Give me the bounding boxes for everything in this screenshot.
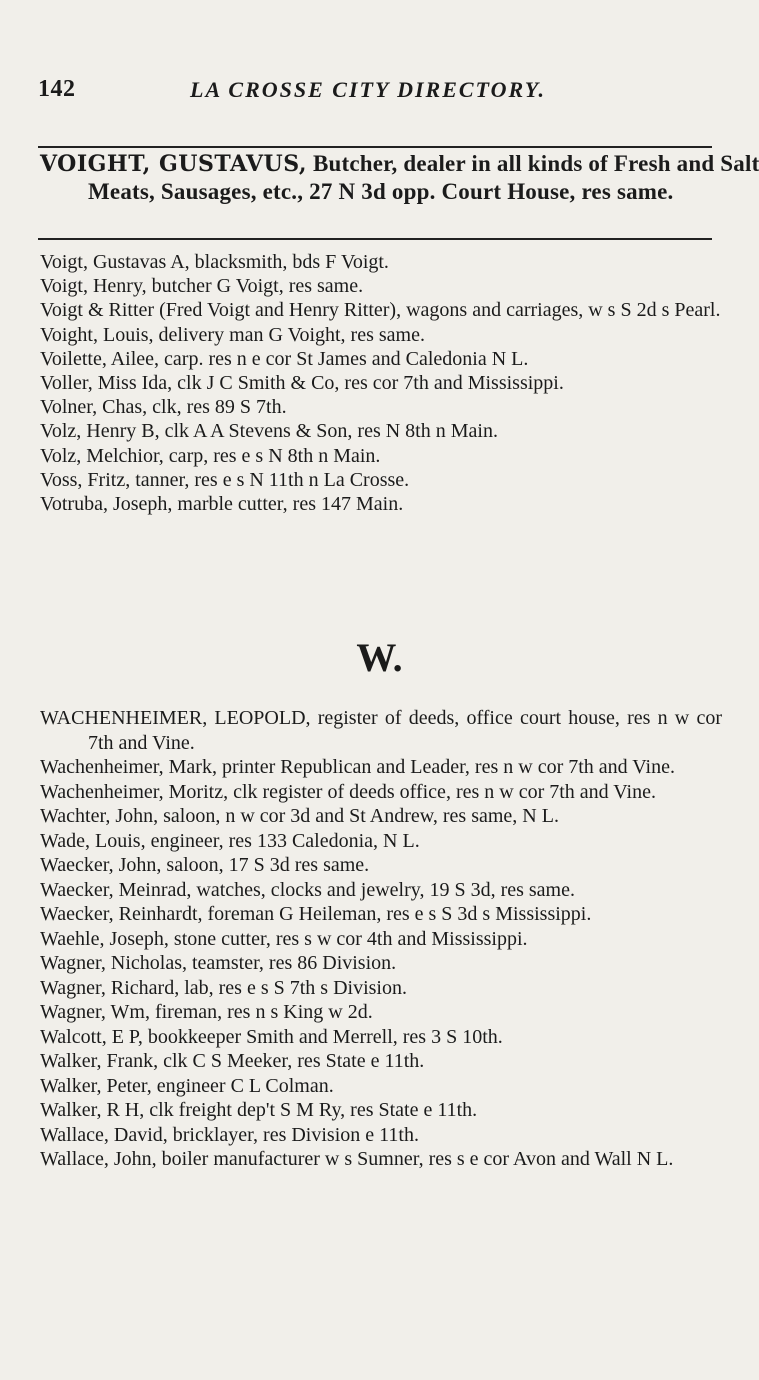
directory-entry: Wade, Louis, engineer, res 133 Caledonia, N L.	[40, 829, 420, 852]
directory-entry: Wachenheimer, Moritz, clk register of deeds office, res n w cor 7th and Vine.	[40, 780, 656, 803]
bottom-rule	[38, 238, 712, 240]
directory-entry: Voigt, Gustavas A, blacksmith, bds F Voigt.	[40, 251, 389, 273]
advertisement-name: VOIGHT, GUSTAVUS,	[40, 151, 307, 177]
directory-entry: Wallace, David, bricklayer, res Division e 11th.	[40, 1123, 419, 1146]
advertisement	[40, 150, 759, 205]
directory-entry: Waecker, Reinhardt, foreman G Heileman, res e s S 3d s Mississippi.	[40, 903, 592, 925]
directory-entry: WACHENHEIMER, LEOPOLD, register of deeds, office court house, res n w cor 7th and Vine.	[40, 707, 722, 754]
directory-entry: Wagner, Wm, fireman, res n s King w 2d.	[40, 1001, 373, 1023]
directory-entry: Waecker, John, saloon, 17 S 3d res same.	[40, 854, 370, 876]
directory-entry: Volz, Melchior, carp, res e s N 8th n Main.	[40, 444, 381, 467]
directory-entry: Wagner, Richard, lab, res e s S 7th s Division.	[40, 976, 407, 999]
directory-entry: Voigt, Henry, butcher G Voigt, res same.	[40, 275, 364, 298]
directory-entry: Wagner, Nicholas, teamster, res 86 Division.	[40, 952, 397, 974]
directory-entry: Wachenheimer, Mark, printer Republican and Leader, res n w cor 7th and Vine.	[40, 756, 675, 778]
directory-entry: Walker, Frank, clk C S Meeker, res State e 11th.	[40, 1050, 425, 1072]
directory-entry: Wallace, John, boiler manufacturer w s Sumner, res s e cor Avon and Wall N L.	[40, 1148, 674, 1170]
advertisement-text: Butcher, dealer in all kinds of Fresh and Salt Meats, Sausages, etc., 27 N 3d opp. Court House, res same.	[88, 151, 759, 204]
directory-entry: Voigt & Ritter (Fred Voigt and Henry Ritter), wagons and carriages, w s S 2d s Pearl.	[40, 299, 721, 322]
directory-entry: Walker, R H, clk freight dep't S M Ry, res State e 11th.	[40, 1099, 478, 1121]
page-number: 142	[38, 76, 76, 102]
directory-entry: Votruba, Joseph, marble cutter, res 147 Main.	[40, 493, 404, 516]
section-w-entry-list	[40, 706, 722, 1172]
directory-entry: Voss, Fritz, tanner, res e s N 11th n La Crosse.	[40, 468, 410, 491]
top-rule	[38, 146, 712, 148]
directory-entry: Volner, Chas, clk, res 89 S 7th.	[40, 396, 287, 419]
section-letter-heading: W.	[356, 635, 403, 680]
section-v-entry-list	[40, 250, 722, 516]
directory-entry: Voller, Miss Ida, clk J C Smith & Co, res cor 7th and Mississippi.	[40, 372, 564, 395]
directory-entry: Voight, Louis, delivery man G Voight, res same.	[40, 323, 425, 346]
directory-entry: Voilette, Ailee, carp. res n e cor St James and Caledonia N L.	[40, 347, 529, 370]
page-header	[38, 74, 718, 108]
directory-entry: Walcott, E P, bookkeeper Smith and Merrell, res 3 S 10th.	[40, 1025, 503, 1048]
running-title: LA CROSSE CITY DIRECTORY.	[190, 77, 547, 102]
directory-entry: Volz, Henry B, clk A A Stevens & Son, res N 8th n Main.	[40, 420, 498, 443]
directory-entry: Wachter, John, saloon, n w cor 3d and St Andrew, res same, N L.	[40, 805, 559, 827]
directory-entry: Waehle, Joseph, stone cutter, res s w cor 4th and Mississippi.	[40, 927, 528, 950]
directory-entry: Walker, Peter, engineer C L Colman.	[40, 1074, 334, 1097]
directory-entry: Waecker, Meinrad, watches, clocks and jewelry, 19 S 3d, res same.	[40, 878, 575, 901]
